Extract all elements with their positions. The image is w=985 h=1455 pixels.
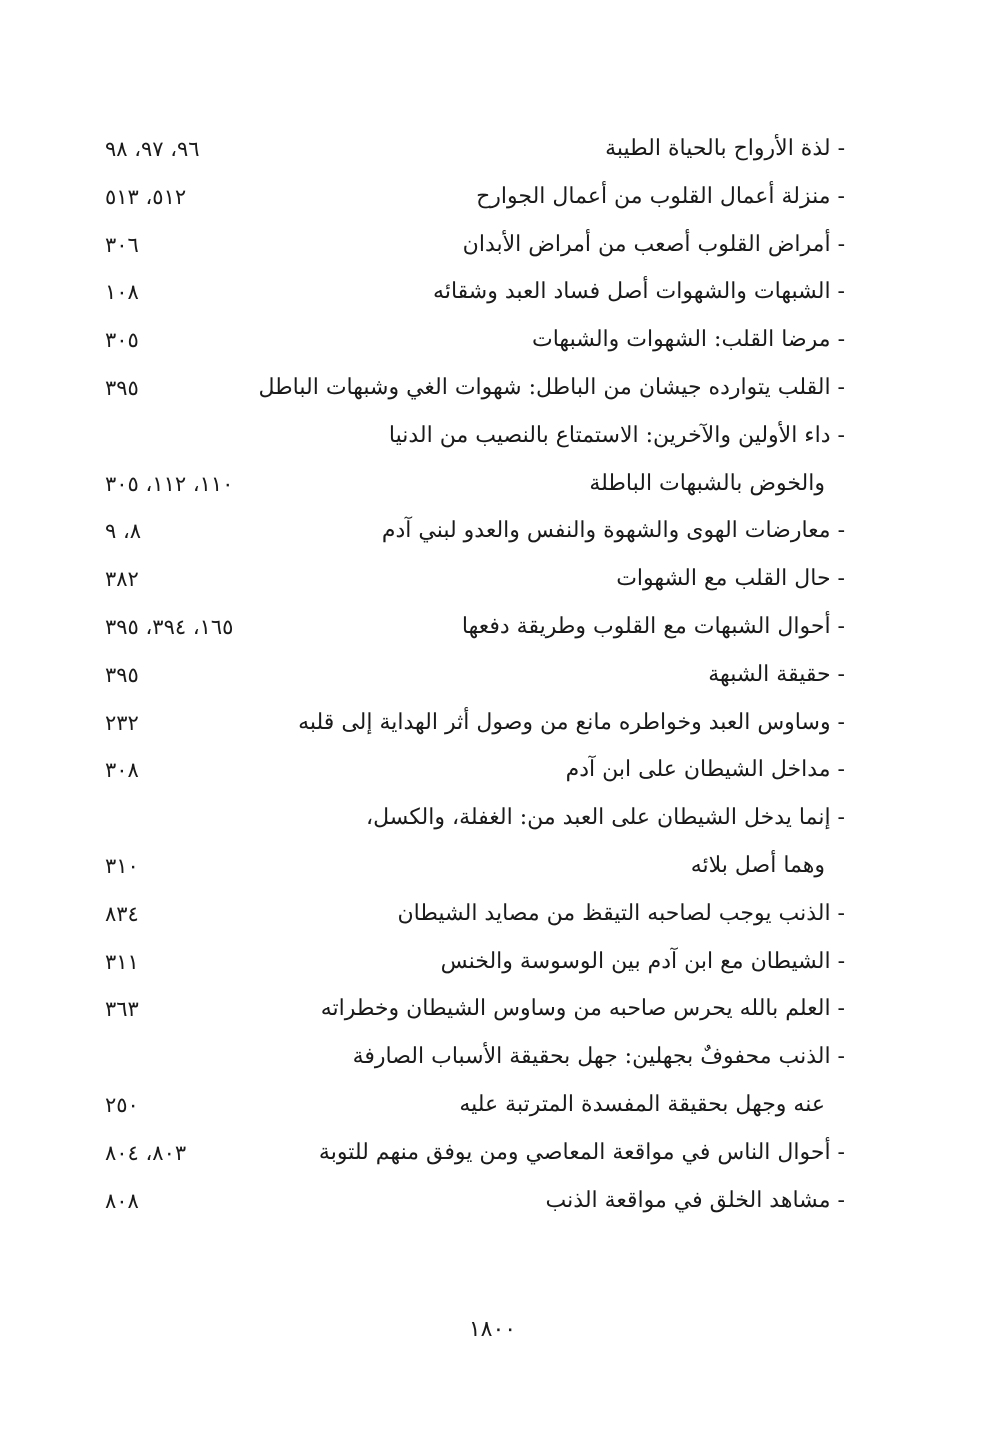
- index-entry-pages: ٢٥٠: [105, 1092, 139, 1117]
- index-entry-text: - الشبهات والشهوات أصل فساد العبد وشقائه: [433, 279, 845, 305]
- index-entry-text: - معارضات الهوى والشهوة والنفس والعدو لبني آدم: [381, 518, 845, 544]
- index-entry-row: [105, 1131, 845, 1179]
- index-entry-text: - مداخل الشيطان على ابن آدم: [565, 757, 845, 783]
- index-entry-pages: ٣٠٥: [105, 328, 139, 353]
- index-entry-text: - العلم بالله يحرس صاحبه من وساوس الشيطان وخطراته: [320, 996, 845, 1022]
- index-entry-text: - أحوال الناس في مواقعة المعاصي ومن يوفق منهم للتوبة: [318, 1139, 845, 1165]
- page-number: ١٨٠٠: [468, 1317, 517, 1342]
- index-entry-pages: ١١٠، ١١٢، ٣٠٥: [105, 471, 234, 496]
- index-entry-text: - مشاهد الخلق في مواقعة الذنب: [545, 1187, 845, 1213]
- index-entry-row: [105, 366, 845, 414]
- index-entry-text: - الذنب يوجب لصاحبه التيقظ من مصايد الشيطان: [397, 900, 845, 926]
- index-entry-pages: ٣٩٥: [105, 375, 139, 400]
- index-entry-row: [105, 605, 845, 653]
- index-entry-text: - أمراض القلوب أصعب من أمراض الأبدان: [462, 231, 845, 257]
- index-entry-row: [105, 892, 845, 940]
- index-entry-pages: ٣٠٨: [105, 758, 139, 783]
- index-entry-row: [105, 127, 845, 175]
- index-entry-pages: ٥١٢، ٥١٣: [105, 184, 187, 209]
- index-entry-text: - داء الأولين والآخرين: الاستمتاع بالنصيب من الدنيا: [388, 422, 845, 448]
- index-entry-row: [105, 940, 845, 988]
- index-entry-row: [105, 1083, 845, 1131]
- index-entry-text: - أحوال الشبهات مع القلوب وطريقة دفعها: [461, 613, 845, 639]
- index-entry-row: [105, 509, 845, 557]
- index-entry-row: [105, 653, 845, 701]
- index-entry-pages: ٣٩٥: [105, 662, 139, 687]
- index-entry-text: - القلب يتوارده جيشان من الباطل: شهوات الغي وشبهات الباطل: [258, 374, 845, 400]
- index-entry-pages: ١٠٨: [105, 280, 139, 305]
- index-entry-row: [105, 414, 845, 462]
- index-entry-row: [105, 796, 845, 844]
- index-entry-row: [105, 1179, 845, 1227]
- index-entry-pages: ٣٨٢: [105, 567, 139, 592]
- index-entry-text: - حال القلب مع الشهوات: [616, 566, 845, 592]
- index-entry-row: [105, 987, 845, 1035]
- index-entries: [105, 127, 845, 1226]
- index-entry-text: - إنما يدخل الشيطان على العبد من: الغفلة، والكسل،: [366, 805, 845, 831]
- index-entry-pages: ٨، ٩: [105, 519, 142, 544]
- index-entry-text: - حقيقة الشبهة: [708, 661, 845, 687]
- index-entry-continuation: والخوض بالشبهات الباطلة: [589, 470, 825, 496]
- index-entry-row: [105, 270, 845, 318]
- index-entry-row: [105, 318, 845, 366]
- index-entry-continuation: وهما أصل بلائه: [690, 852, 825, 878]
- index-entry-text: - منزلة أعمال القلوب من أعمال الجوارح: [476, 183, 845, 209]
- index-entry-pages: ٣١١: [105, 949, 139, 974]
- index-entry-text: - الشيطان مع ابن آدم بين الوسوسة والخنس: [440, 948, 845, 974]
- index-entry-row: [105, 175, 845, 223]
- index-entry-pages: ١٦٥، ٣٩٤، ٣٩٥: [105, 614, 234, 639]
- index-entry-continuation: عنه وجهل بحقيقة المفسدة المترتبة عليه: [459, 1091, 825, 1117]
- index-entry-pages: ٨٠٨: [105, 1188, 139, 1213]
- index-entry-row: [105, 748, 845, 796]
- index-entry-row: [105, 557, 845, 605]
- index-entry-pages: ٢٣٢: [105, 710, 139, 735]
- index-entry-row: [105, 462, 845, 510]
- index-entry-pages: ٨٠٣، ٨٠٤: [105, 1140, 187, 1165]
- index-entry-text: - مرضا القلب: الشهوات والشبهات: [532, 327, 845, 353]
- index-entry-pages: ٣٠٦: [105, 232, 139, 257]
- index-entry-pages: ٨٣٤: [105, 901, 139, 926]
- index-entry-pages: ٣١٠: [105, 853, 139, 878]
- index-entry-row: [105, 223, 845, 271]
- index-entry-text: - لذة الأرواح بالحياة الطيبة: [605, 136, 845, 161]
- index-entry-text: - الذنب محفوفٌ بجهلين: جهل بحقيقة الأسباب الصارفة: [352, 1044, 845, 1070]
- index-entry-pages: ٣٦٣: [105, 997, 139, 1022]
- index-entry-text: - وساوس العبد وخواطره مانع من وصول أثر الهداية إلى قلبه: [298, 709, 845, 735]
- index-entry-row: [105, 844, 845, 892]
- index-entry-pages: ٩٦، ٩٧، ٩٨: [105, 137, 200, 161]
- index-entry-row: [105, 1035, 845, 1083]
- index-entry-row: [105, 701, 845, 749]
